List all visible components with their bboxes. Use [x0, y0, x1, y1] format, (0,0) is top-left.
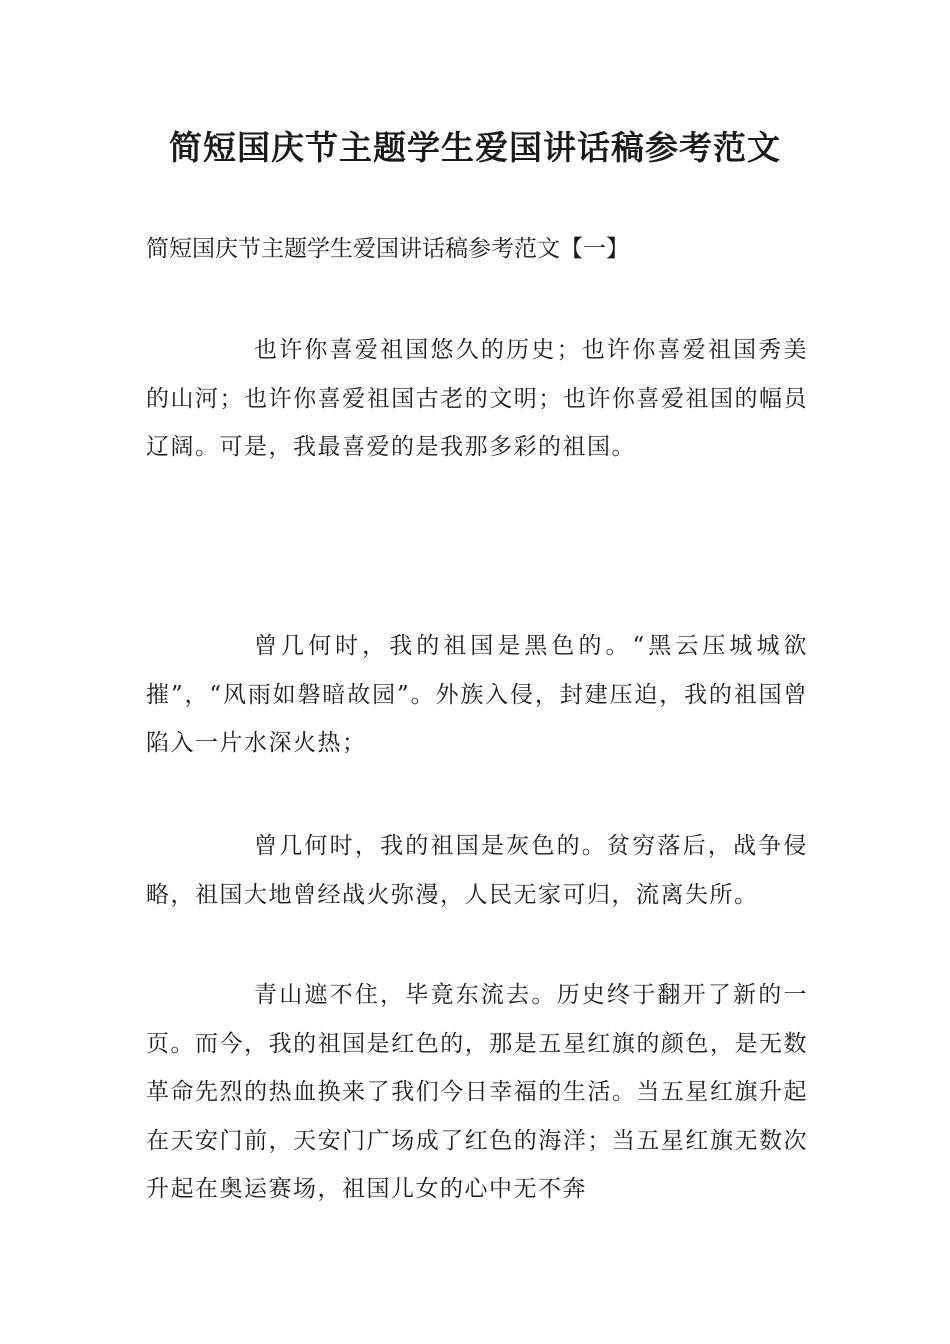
section-heading: 简短国庆节主题学生爱国讲话稿参考范文【一】 [146, 236, 629, 262]
paragraph-1: 也许你喜爱祖国悠久的历史；也许你喜爱祖国秀美的山河；也许你喜爱祖国古老的文明；也许你喜爱祖国的幅员辽阔。可是，我最喜爱的是我那多彩的祖国。 [146, 337, 808, 460]
paragraph-3: 曾几何时，我的祖国是灰色的。贫穷落后，战争侵略，祖国大地曾经战火弥漫，人民无家可归，流离失所。 [146, 833, 808, 908]
document-title: 简短国庆节主题学生爱国讲话稿参考范文 [169, 128, 781, 167]
paragraph-4: 青山遮不住，毕竟东流去。历史终于翻开了新的一页。而今，我的祖国是红色的，那是五星红旗的颜色，是无数革命先烈的热血换来了我们今日幸福的生活。当五星红旗升起在天安门前，天安门广场成了红色的海洋；当五星红旗无数次升起在奥运赛场，祖国儿女的心中无不奔 [146, 982, 808, 1202]
paragraph-2: 曾几何时，我的祖国是黑色的。“黑云压城城欲摧”，“风雨如磐暗故园”。外族入侵，封建压迫，我的祖国曾陷入一片水深火热； [146, 633, 808, 756]
